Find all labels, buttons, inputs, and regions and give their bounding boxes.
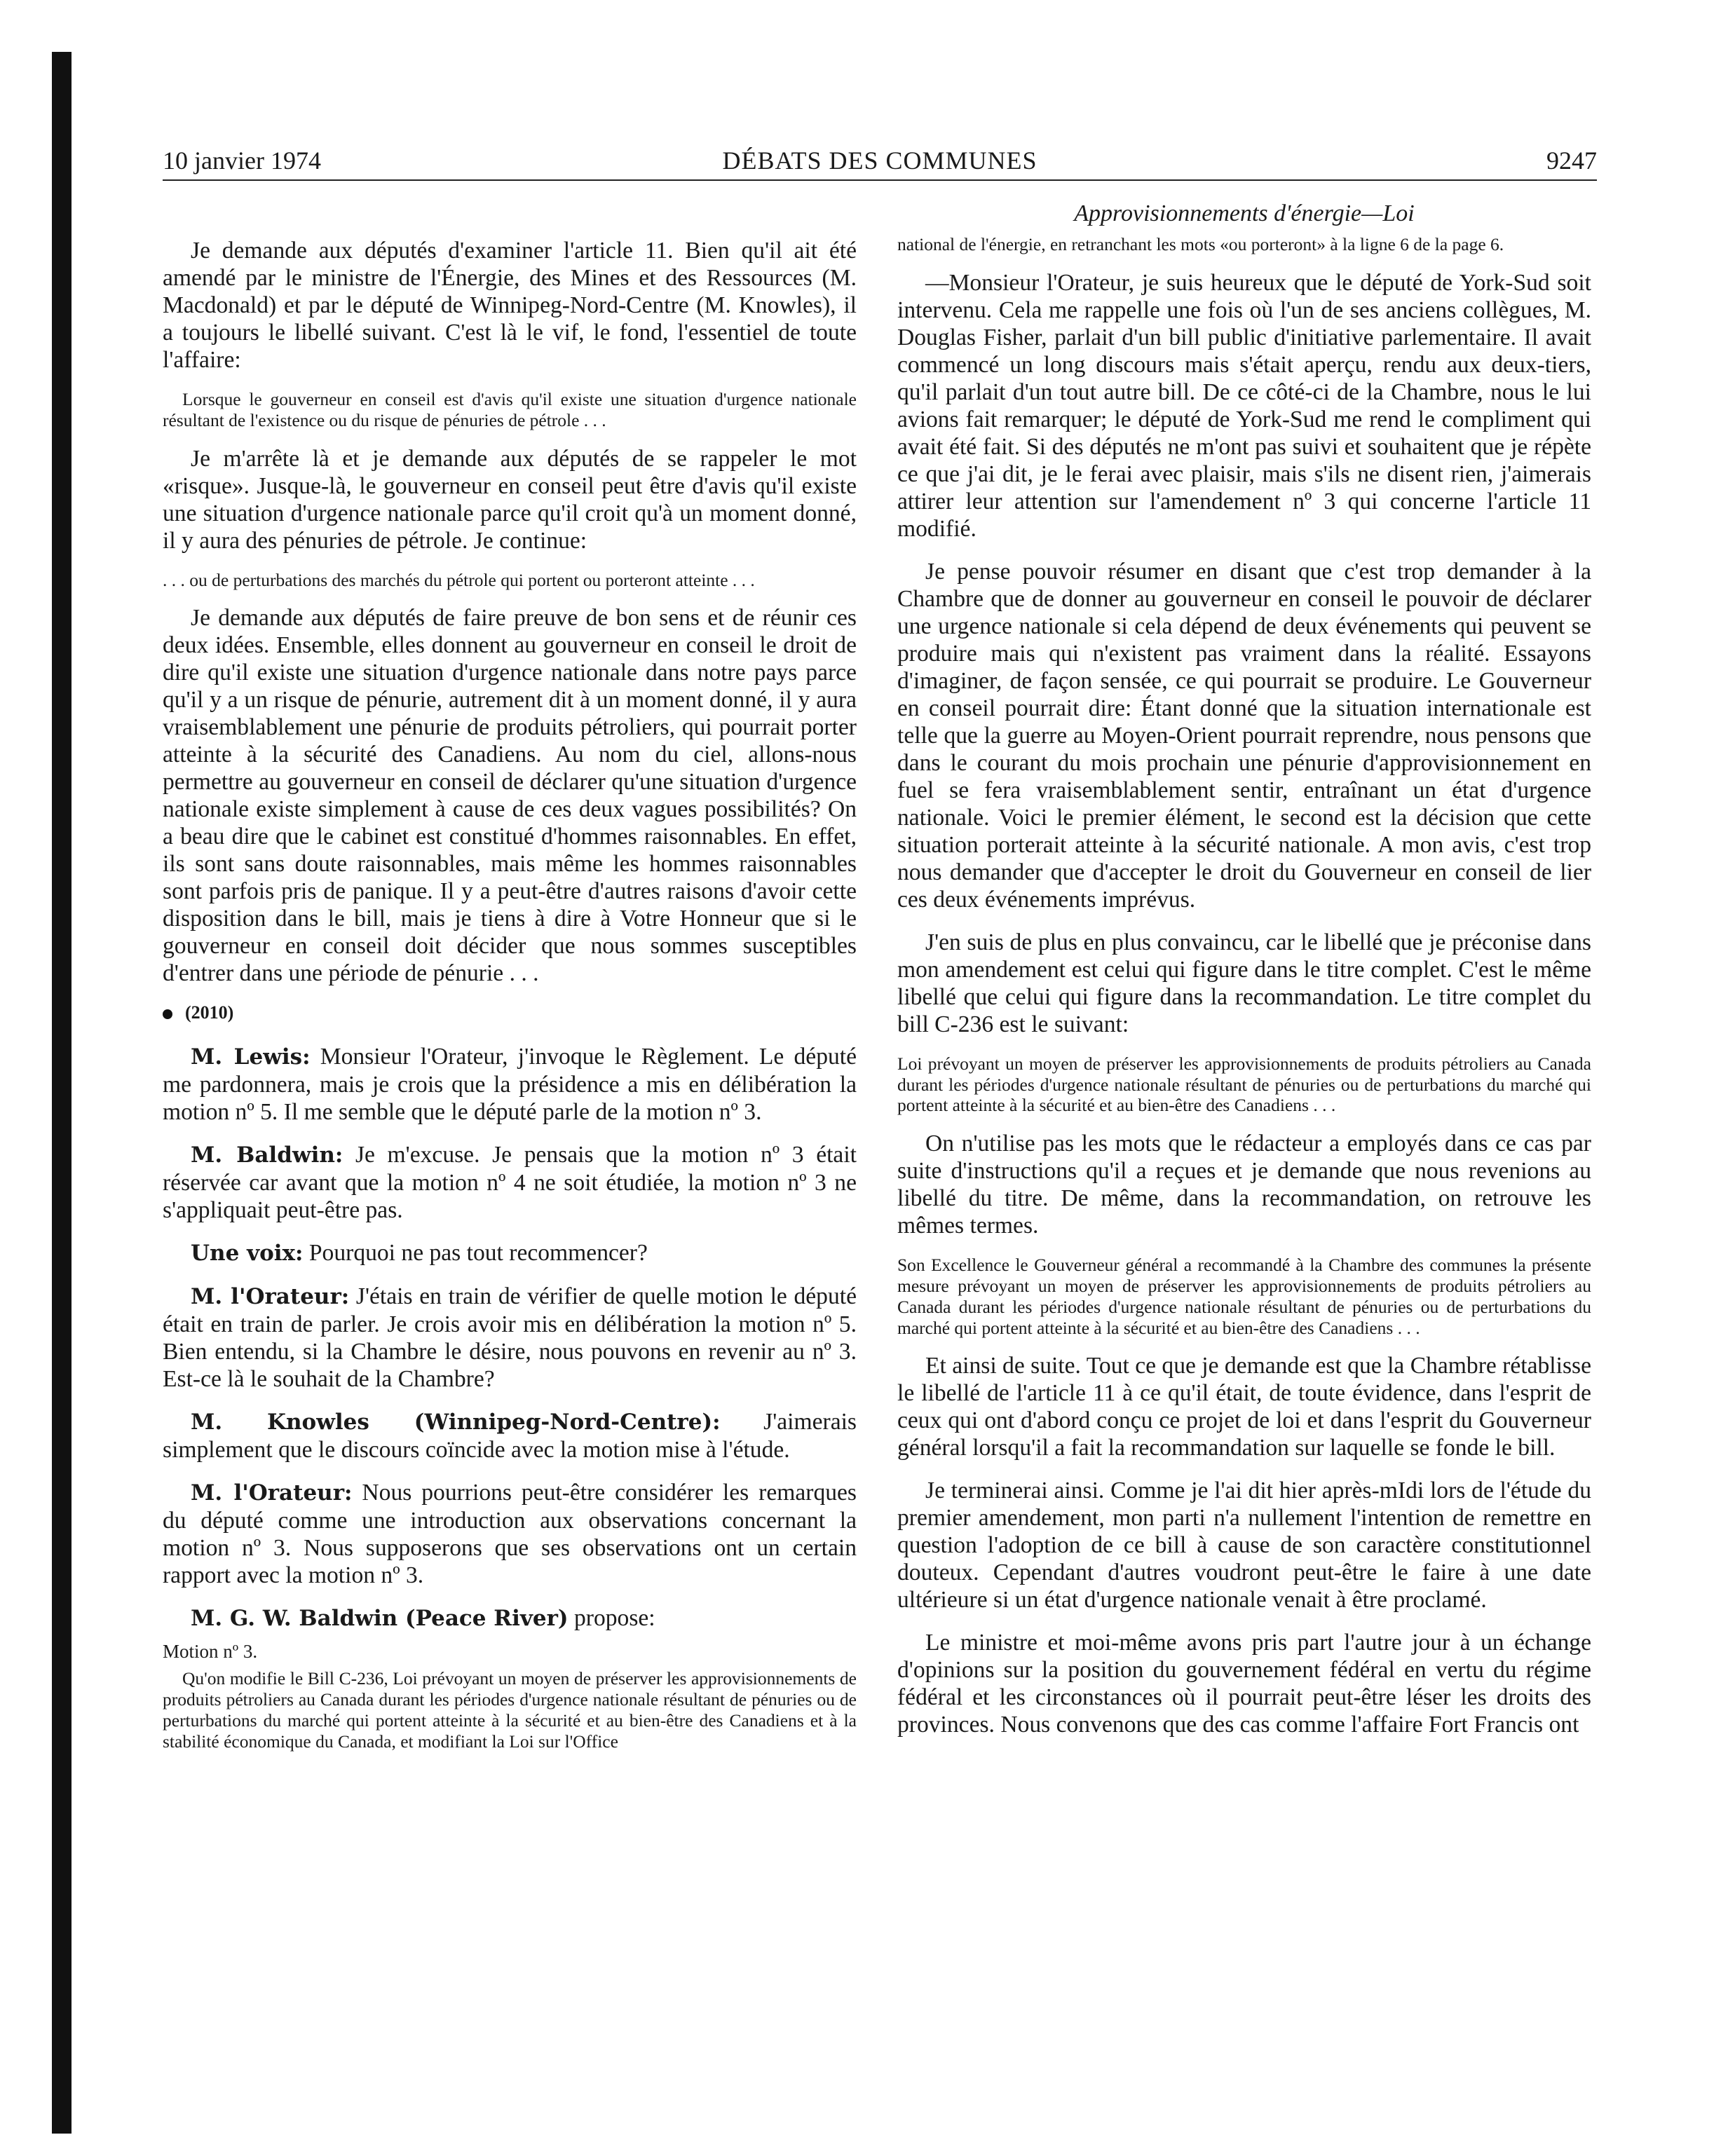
paragraph: Je pense pouvoir résumer en disant que c'est trop demander à la Chambre que de donner au gouverneur en conseil le pouvoir de déclarer une urgence nationale si cela dépend de deux événements qui peuvent se produire mais qui n'existent pas vraiment dans la réalité. Essayons d'imaginer, de façon sensée, ce qui pourrait se produire. Le Gouverneur en conseil pourrait dire: Étant donné que la situation internationale est telle que la guerre au Moyen-Orient pourrait reprendre, nous pensons que dans le courant du mois prochain une pénurie d'approvisionnement en fuel se fera vraisemblablement sentir, entraînant un état d'urgence nationale. Voici le premier élément, le second est la décision que cette situation porterait atteinte à la sécurité nationale. A mon avis, c'est trop nous demander que d'accepter le droit du Gouverneur en conseil de lier ces deux événements imprévus. <box>897 558 1591 913</box>
speaker-paragraph <box>163 1283 857 1393</box>
speech-text: propose: <box>568 1605 655 1632</box>
motion-label: Motion nº 3. <box>163 1641 258 1663</box>
speaker-name: Une voix: <box>191 1241 304 1267</box>
block-quote: Lorsque le gouverneur en conseil est d'avis qu'il existe une situation d'urgence nationale résultant de l'existence ou du risque de pénuries de pétrole . . . <box>163 389 857 430</box>
time-mark <box>163 1002 857 1023</box>
paragraph: Et ainsi de suite. Tout ce que je demande est que la Chambre rétablisse le libellé de l'article 11 à ce qu'il était, de toute évidence, dans l'esprit de ceux qui ont d'abord conçu ce projet de loi et dans l'esprit du Gouverneur général lorsqu'il a fait la recommandation sur laquelle se fonde le bill. <box>897 1353 1591 1461</box>
speech-text: Pourquoi ne pas tout recommencer? <box>303 1240 648 1267</box>
speaker-name: M. Knowles (Winnipeg-Nord-Centre): <box>191 1410 721 1435</box>
speech-text: Je m'excuse. Je pensais que la motion nº 3 était réservée car avant que la motion nº 4 ne soit étudiée, la motion nº 3 ne s'appliquait peut-être pas. <box>163 1142 857 1224</box>
scan-edge <box>52 52 72 2134</box>
speaker-paragraph <box>163 1141 857 1224</box>
paragraph: J'en suis de plus en plus convaincu, car le libellé que je préconise dans mon amendement est celui qui figure dans le titre complet. C'est le même libellé que celui qui figure dans la recommandation. Le titre complet du bill C-236 est le suivant: <box>897 929 1591 1037</box>
header-page-number: 9247 <box>1546 146 1597 175</box>
left-column <box>163 237 857 1766</box>
paragraph: On n'utilise pas les mots que le rédacteur a employés dans ce cas par suite d'instructions qu'il a reçues et je demande que nous revenions au libellé du titre. De même, dans la recommandation, on retrouve les mêmes termes. <box>897 1131 1591 1239</box>
header-title: DÉBATS DES COMMUNES <box>722 146 1037 175</box>
speaker-paragraph <box>163 1239 857 1267</box>
block-quote: . . . ou de perturbations des marchés du pétrole qui portent ou porteront atteinte . . . <box>163 569 755 590</box>
speaker-paragraph <box>163 1604 857 1632</box>
speaker-paragraph <box>163 1043 857 1126</box>
paragraph: Je demande aux députés de faire preuve de bon sens et de réunir ces deux idées. Ensemble, elles donnent au gouverneur en conseil le droit de dire qu'il existe une situation d'urgence nationale dans notre pays parce qu'il y a un risque de pénurie, autrement dit à un moment donné, il y aura vraisemblablement une pénurie de produits pétroliers, qui pourrait porter atteinte à la sécurité des Canadiens. Au nom du ciel, allons-nous permettre au gouverneur en conseil de déclarer qu'une situation d'urgence nationale existe simplement à cause de ces deux vagues possibilités? On a beau dire que le cabinet est constitué d'hommes raisonnables. En effet, ils sont sans doute raisonnables, mais même les hommes raisonnables sont parfois pris de panique. Il y a peut-être d'autres raisons d'avoir cette disposition dans le bill, mais je tiens à dire à Votre Honneur que si le gouverneur en conseil doit décider que nous sommes susceptibles d'entrer dans une période de pénurie . . . <box>163 605 857 987</box>
speaker-name: M. l'Orateur: <box>191 1284 350 1310</box>
time-mark-text: (2010) <box>185 1002 234 1023</box>
speaker-name: M. Baldwin: <box>191 1142 343 1168</box>
page <box>163 140 1597 1752</box>
page-header <box>163 140 1597 181</box>
paragraph: —Monsieur l'Orateur, je suis heureux que le député de York-Sud soit intervenu. Cela me rappelle une fois où l'un de ses anciens collègues, M. Douglas Fisher, parlait d'un bill public d'initiative parlementaire. Il avait commencé un long discours mais s'était aperçu, rendu aux deux-tiers, qu'il parlait d'un tout autre bill. De ce côté-ci de la Chambre, nous le lui avions fait remarquer; le député de York-Sud me rend le compliment qui avait été fait. Si des députés ne m'ont pas suivi et souhaitent que je répète ce que j'ai dit, je le ferai avec plaisir, mais s'ils ne disent rien, j'aimerais attirer leur attention sur l'amendement nº 3 qui concerne l'article 11 modifié. <box>897 269 1591 542</box>
speech-text: Nous pourrions peut-être considérer les remarques du député comme une introduction aux observations concernant la motion nº 3. Nous supposerons que ses observations ont un certain rapport avec la motion nº 3. <box>163 1480 857 1589</box>
right-column <box>897 200 1591 1754</box>
speaker-paragraph <box>163 1479 857 1589</box>
speech-text: Monsieur l'Orateur, j'invoque le Règlement. Le député me pardonnera, mais je crois que la présidence a mis en délibération la motion nº 5. Il me semble que le député parle de la motion nº 3. <box>163 1044 857 1126</box>
header-date: 10 janvier 1974 <box>163 146 321 175</box>
block-quote: Loi prévoyant un moyen de préserver les approvisionnements de produits pétroliers au Canada durant les périodes d'urgence nationale résultant de pénuries ou de perturbations du marché qui portent atteinte à la sécurité et au bien-être des Canadiens . . . <box>897 1053 1591 1116</box>
speaker-name: M. l'Orateur: <box>191 1480 353 1506</box>
paragraph: Je demande aux députés d'examiner l'article 11. Bien qu'il ait été amendé par le ministre de l'Énergie, des Mines et des Ressources (M. Macdonald) et par le député de Winnipeg-Nord-Centre (M. Knowles), il a toujours le libellé suivant. C'est là le vif, le fond, l'essentiel de toute l'affaire: <box>163 238 857 373</box>
paragraph: Je terminerai ainsi. Comme je l'ai dit hier après-mIdi lors de l'étude du premier amendement, mon parti n'a nullement l'intention de remettre en question l'adoption de ce bill à cause de son caractère constitutionnel douteux. Cependant d'autres voudront peut-être le faire à une date ultérieure si un état d'urgence nationale venait à être proclamé. <box>897 1478 1591 1613</box>
bullet-icon <box>163 1009 172 1019</box>
running-head: Approvisionnements d'énergie—Loi <box>1074 200 1415 226</box>
block-quote: national de l'énergie, en retranchant les mots «ou porteront» à la ligne 6 de la page 6. <box>897 234 1504 254</box>
speech-text: J'aimerais simplement que le discours coïncide avec la motion mise à l'étude. <box>163 1409 857 1464</box>
paragraph: Le ministre et moi-même avons pris part l'autre jour à un échange d'opinions sur la position du gouvernement fédéral en vertu du régime fédéral et les circonstances où il pourrait peut-être léser les droits des provinces. Nous convenons que des cas comme l'affaire Fort Francis ont <box>897 1630 1591 1738</box>
block-quote: Qu'on modifie le Bill C-236, Loi prévoyant un moyen de préserver les approvisionnements de produits pétroliers au Canada durant les périodes d'urgence nationale résultant de pénuries ou de perturbations du marché qui portent atteinte à la sécurité et au bien-être des Canadiens et à la stabilité économique du Canada, et modifiant la Loi sur l'Office <box>163 1668 857 1752</box>
paragraph: Je m'arrête là et je demande aux députés de se rappeler le mot «risque». Jusque-là, le gouverneur en conseil peut être d'avis qu'il existe une situation d'urgence nationale parce qu'il croit qu'à un moment donné, il y aura des pénuries de pétrole. Je continue: <box>163 445 857 554</box>
speech-text: J'étais en train de vérifier de quelle motion le député était en train de parler. Je crois avoir mis en délibération la motion nº 5. Bien entendu, si la Chambre le désire, nous pouvons en revenir au nº 3. Est-ce là le souhait de la Chambre? <box>163 1283 857 1393</box>
block-quote: Son Excellence le Gouverneur général a recommandé à la Chambre des communes la présente mesure prévoyant un moyen de préserver les approvisionnements de produits pétroliers au Canada durant les périodes d'urgence nationale résultant de pénuries ou de perturbations du marché qui portent atteinte à la sécurité et au bien-être des Canadiens . . . <box>897 1255 1591 1338</box>
speaker-paragraph <box>163 1408 857 1464</box>
speaker-name: M. G. W. Baldwin (Peace River) <box>191 1606 569 1632</box>
speaker-name: M. Lewis: <box>191 1044 311 1070</box>
